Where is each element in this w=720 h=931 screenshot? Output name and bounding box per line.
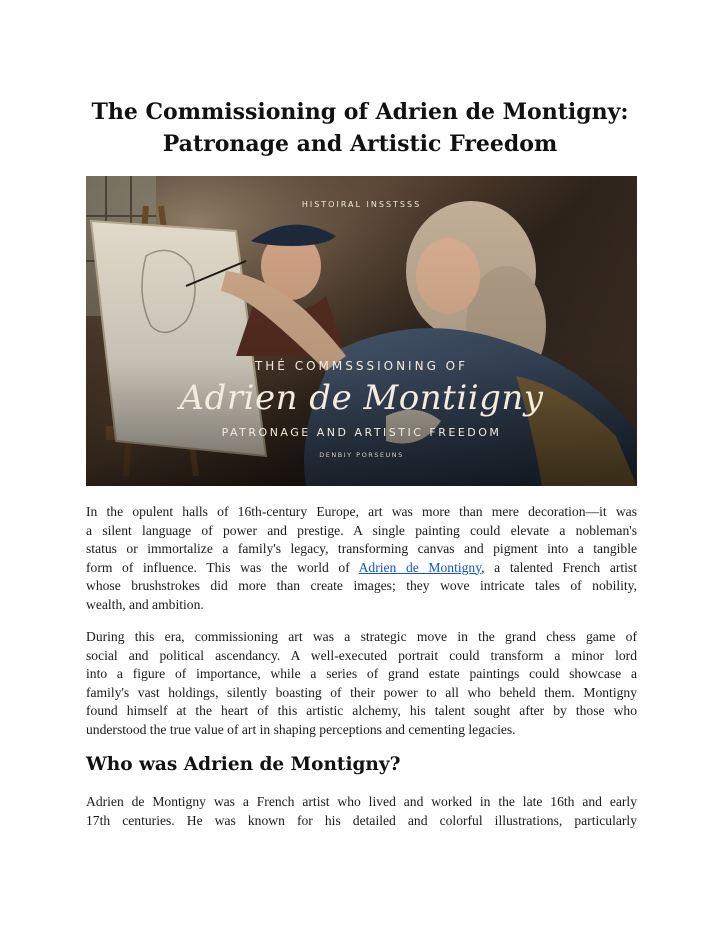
paragraph-line: Adrien de Montigny was a French artist who lived and worked in the late 16th and early	[86, 794, 637, 809]
paragraph-line: status or immortalize a family's legacy, transforming canvas and pigment into a tangible	[86, 541, 637, 556]
paragraph-line: family's vast holdings, silently boasting of their power to all who beheld them. Montigny	[86, 684, 637, 700]
paragraph-line: understood the true value of art in shaping perceptions and cementing legacies.	[86, 721, 516, 737]
paragraph-line: a silent language of power and prestige. A single painting could elevate a nobleman's	[86, 522, 637, 538]
text-run: form of influence. This was the world of	[86, 559, 359, 575]
commissioning-paragraph	[86, 628, 637, 739]
paragraph-line: whose brushstrokes did more than create images; they wove intricate tales of nobility,	[86, 578, 637, 593]
adrien-de-montigny-link[interactable]: Adrien de Montigny	[358, 559, 482, 575]
title-line-2: Patronage and Artistic Freedom	[162, 131, 558, 157]
painting-illustration	[86, 176, 637, 486]
hero-headline: THÉ COMMSSSIONING OF	[254, 359, 469, 373]
paragraph-line: In the opulent halls of 16th-century Europe, art was more than mere decoration—it was	[86, 504, 637, 519]
hero-kicker: HISTOIRAL INSSTSSS	[301, 200, 422, 209]
hero-author: DENBIY PORSEUNS	[319, 451, 404, 459]
hero-subtitle: PATRONAGE AND ARTISTIC FREEDOM	[221, 426, 502, 439]
paragraph-line: found himself at the heart of this artistic alchemy, his talent sought after by those who	[86, 703, 637, 718]
text-run: , a talented French artist	[481, 559, 637, 575]
title-line-1: The Commissioning of Adrien de Montigny:	[91, 99, 629, 125]
intro-paragraph	[86, 503, 637, 614]
biography-paragraph	[86, 793, 637, 830]
paragraph-line: 17th centuries. He was known for his detailed and colorful illustrations, particularly	[86, 812, 637, 828]
hero-script-title: Adrien de Montiigny	[179, 378, 544, 418]
paragraph-line: social and political ascendancy. A well-executed portrait could transform a minor lord	[86, 647, 637, 663]
paragraph-line: into a figure of importance, while a series of grand estate paintings could showcase a	[86, 666, 637, 681]
section-heading: Who was Adrien de Montigny?	[86, 754, 401, 775]
hero-image	[86, 176, 637, 486]
paragraph-line: During this era, commissioning art was a strategic move in the grand chess game of	[86, 629, 637, 644]
paragraph-line-with-link	[86, 559, 637, 578]
paragraph-line: wealth, and ambition.	[86, 596, 204, 612]
page-title	[70, 96, 650, 160]
